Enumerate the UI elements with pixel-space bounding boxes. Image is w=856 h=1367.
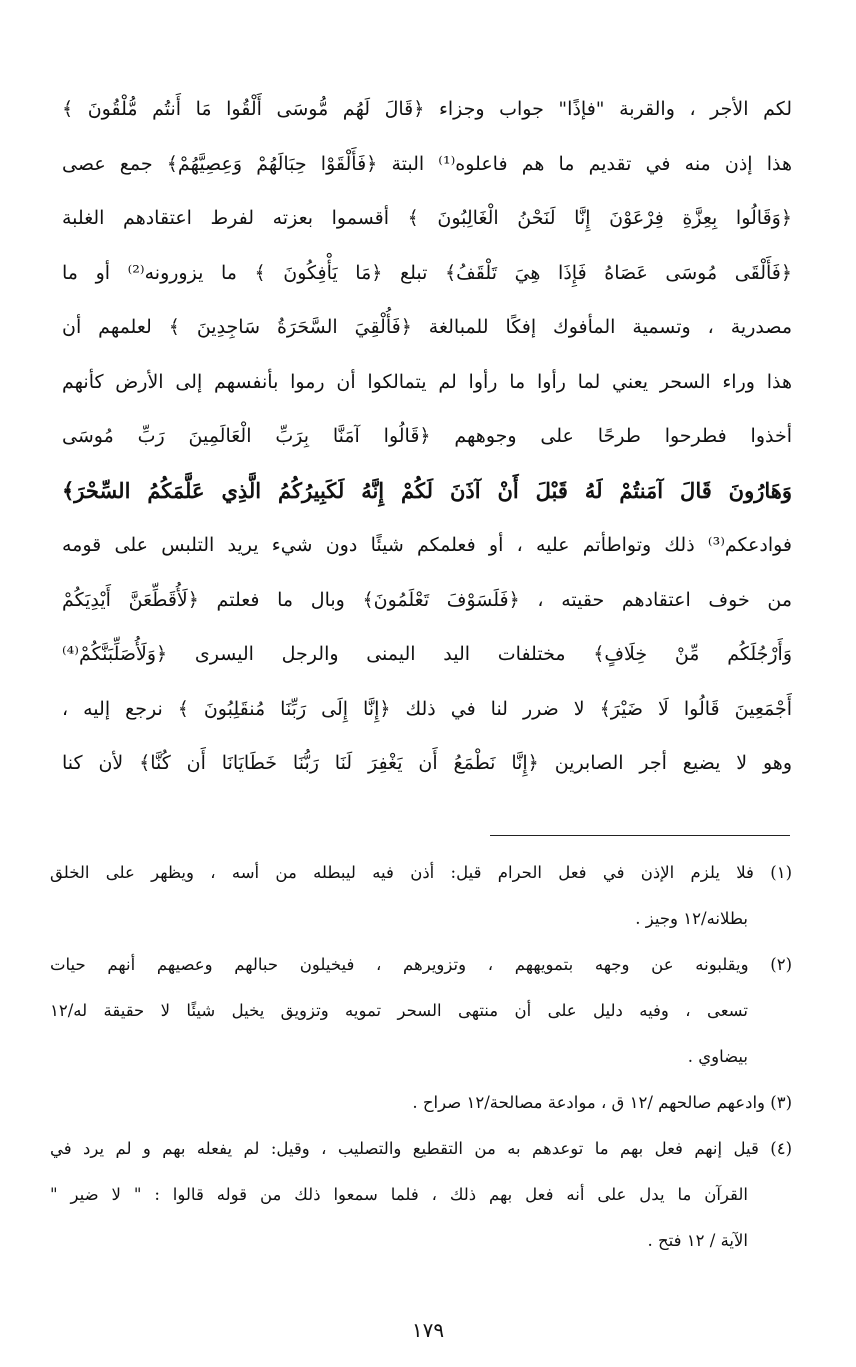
footnote-separator [490, 835, 790, 836]
footnote-line: بطلانه/١٢ وجيز . [635, 909, 748, 928]
footnote-line: (٣) وادعهم صالحهم /١٢ ق ، موادعة مصالحة/١٢ صراح . [412, 1093, 792, 1112]
main-text-line: هذا وراء السحر يعني لما رأوا ما رأوا لم يتمالكوا أن رموا بأنفسهم إلى الأرض كأنهم [62, 370, 792, 393]
footnote-line: القرآن ما يدل على أنه فعل بهم ذلك ، فلما سمعوا ذلك من قوله قالوا : " لا ضير " [50, 1185, 748, 1204]
footnote-line: (٢) ويقلبونه عن وجهه بتمويههم ، وتزويرهم ، فيخيلون حبالهم وعصيهم أنهم حيات [50, 955, 792, 974]
main-text-line: من خوف اعتقادهم حقيته ، ﴿فَلَسَوْفَ تَعْلَمُونَ﴾ وبال ما فعلتم ﴿لَأُقَطِّعَنَّ أَيْدِيَكُمْ [62, 588, 792, 611]
main-text-line: مصدرية ، وتسمية المأفوك إفكًا للمبالغة ﴿فَأُلْقِيَ السَّحَرَةُ سَاجِدِينَ ﴾ لعلمهم أن [62, 316, 792, 338]
footnote-line: (١) فلا يلزم الإذن في فعل الحرام قيل: أذن فيه ليبطله من أسه ، ويظهر على الخلق [50, 863, 792, 882]
footnote-line: تسعى ، وفيه دليل على أن منتهى السحر تمويه وتزويق يخيل شيئًا لا حقيقة له/١٢ [50, 1001, 748, 1020]
main-text-line: وَأَرْجُلَكُم مِّنْ خِلَافٍ﴾ مختلفات اليد اليمنى والرجل اليسرى ﴿وَلَأُصَلِّبَنَّكُمْ⁽⁴⁾ [62, 643, 792, 665]
footnote [50, 1126, 792, 1264]
footnote-line: بيضاوي . [687, 1047, 748, 1066]
main-text-line: ﴿وَقَالُوا بِعِزَّةِ فِرْعَوْنَ إِنَّا لَنَحْنُ الْغَالِبُونَ ﴾ أقسموا بعزته لفرط اعتقادهم الغلبة [62, 207, 792, 229]
main-text-line: أَجْمَعِينَ قَالُوا لَا ضَيْرَ﴾ لا ضرر لنا في ذلك ﴿إِنَّا إِلَى رَبِّنَا مُنقَلِبُونَ ﴾ نرجع إليه ، [62, 697, 792, 720]
footnote [50, 1080, 792, 1126]
main-text-line: وهو لا يضيع أجر الصابرين ﴿إِنَّا نَطْمَعُ أَن يَغْفِرَ لَنَا رَبُّنَا خَطَايَانَا أَن كُنَّا﴾ لأن كنا [62, 752, 792, 774]
main-text-line: ﴿فَأَلْقَى مُوسَى عَصَاهُ فَإِذَا هِيَ تَلْقَفُ﴾ تبلع ﴿مَا يَأْفِكُونَ ﴾ ما يزورونه⁽²⁾ أو ما [62, 261, 792, 284]
main-text-line: هذا إذن منه في تقديم ما هم فاعلوه⁽¹⁾ البتة ﴿فَأَلْقَوْا حِبَالَهُمْ وَعِصِيَّهُمْ﴾ جمع عصى [62, 152, 792, 175]
page-number: ١٧٩ [411, 1318, 445, 1342]
main-text-line: وَهَارُونَ قَالَ آمَنتُمْ لَهُ قَبْلَ أَنْ آذَنَ لَكُمْ إِنَّهُ لَكَبِيرُكُمُ الَّذِي عَلَّمَكُمُ السِّحْرَ﴾ [62, 477, 792, 503]
main-text-line: فوادعكم⁽³⁾ ذلك وتواطأتم عليه ، أو فعلمكم شيئًا دون شيء يريد التلبس على قومه [62, 534, 792, 556]
footnote-line: (٤) قيل إنهم فعل بهم ما توعدهم به من التقطيع والتصليب ، وقيل: لم يفعله بهم و لم يرد في [50, 1139, 792, 1158]
footnote [50, 942, 792, 1080]
main-text-line: أخذوا فطرحوا طرحًا على وجوههم ﴿قَالُوا آمَنَّا بِرَبِّ الْعَالَمِينَ رَبِّ مُوسَى [62, 425, 792, 447]
footnote-line: الآية / ١٢ فتح . [647, 1231, 748, 1250]
main-text-block [62, 82, 792, 791]
footnotes-block [50, 850, 792, 1264]
footnote [50, 850, 792, 942]
main-text-line: لكم الأجر ، والقربة "فإذًا" جواب وجزاء ﴿قَالَ لَهُم مُّوسَى أَلْقُوا مَا أَنتُم مُّلْقُونَ ﴾ [62, 98, 792, 120]
